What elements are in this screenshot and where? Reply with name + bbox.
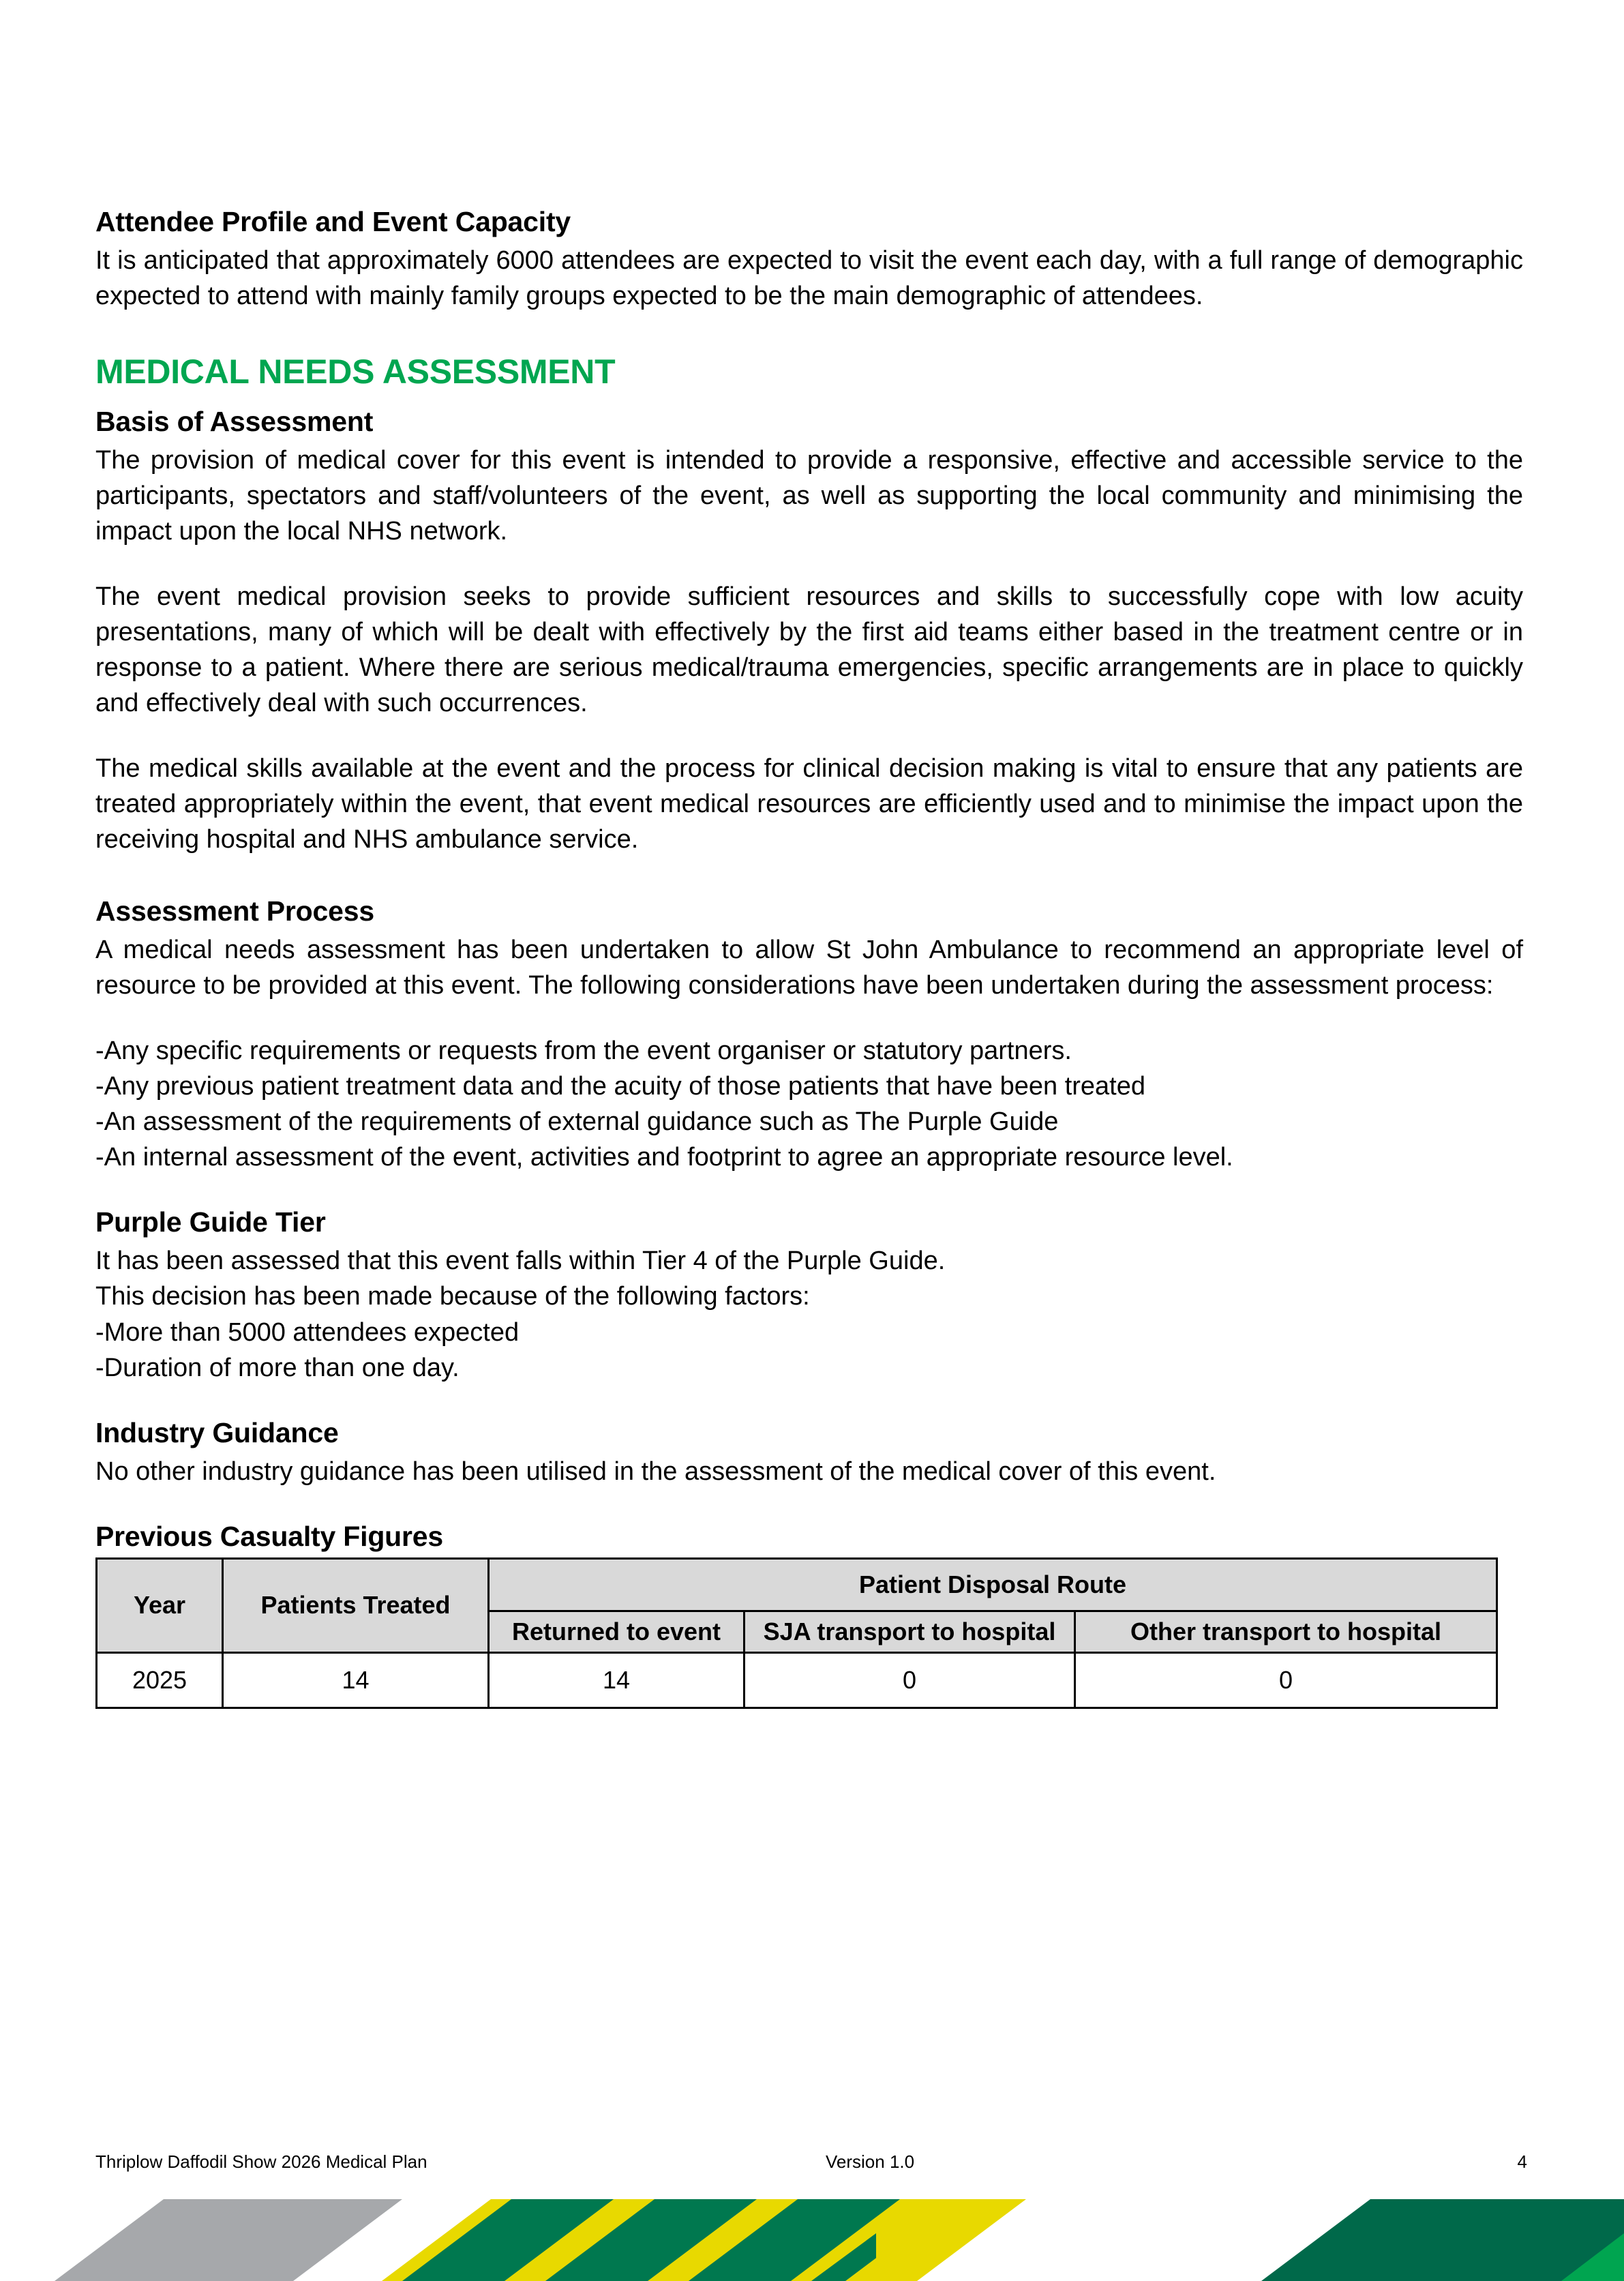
list-item: -More than 5000 attendees expected: [95, 1317, 520, 1347]
spacer: [95, 1489, 1523, 1519]
purple-guide-line: This decision has been made because of the following factors:: [95, 1282, 810, 1311]
table-header-returned-to-event: Returned to event: [489, 1611, 745, 1652]
spacer: [95, 1386, 1523, 1416]
footer-page-number: 4: [1517, 2151, 1527, 2172]
section-heading-previous-casualty-figures: Previous Casualty Figures: [95, 1520, 443, 1552]
list-item: -Duration of more than one day.: [95, 1353, 460, 1382]
list-item: -Any previous patient treatment data and the acuity of those patients that have been treated: [95, 1072, 1146, 1101]
decorative-stripes-graphic: [0, 2199, 1624, 2281]
table-header-row-1: [97, 1558, 1497, 1611]
list-item: -Any specific requirements or requests from the event organiser or statutory partners.: [95, 1037, 1072, 1066]
cell-patients-treated: 14: [223, 1652, 489, 1708]
previous-casualty-figures-table: [95, 1557, 1498, 1709]
spacer: [95, 857, 1523, 894]
decorative-footer-band: [0, 2199, 1624, 2281]
cell-returned-to-event: 14: [489, 1652, 745, 1708]
cell-sja-transport: 0: [745, 1652, 1075, 1708]
cell-year: 2025: [97, 1652, 223, 1708]
section-heading-purple-guide-tier: Purple Guide Tier: [95, 1206, 326, 1238]
spacer: [95, 1175, 1523, 1205]
paragraph-basis-3: The medical skills available at the event and the process for clinical decision making is vital to ensure that any patients are treated appropriately within the event, that event medical resources are efficiently used and to minimise the impact upon the receiving hospital and NHS ambulance service.: [95, 754, 1523, 854]
paragraph-basis-2: The event medical provision seeks to provide sufficient resources and skills to successfully cope with low acuity presentations, many of which will be dealt with effectively by the first aid teams either based in the treatment centre or in response to a patient. Where there are serious medical/trauma emergencies, specific arrangements are in place to quickly and effectively deal with such occurrences.: [95, 582, 1523, 717]
page-title-medical-needs-assessment: MEDICAL NEEDS ASSESSMENT: [95, 353, 616, 391]
industry-guidance-line: No other industry guidance has been utilised in the assessment of the medical cover of this event.: [95, 1457, 1216, 1486]
table-header-sja-transport: SJA transport to hospital: [745, 1611, 1075, 1652]
footer-version: Version 1.0: [826, 2151, 915, 2172]
stripe-gray: [55, 2199, 402, 2281]
paragraph-attendee-profile: It is anticipated that approximately 6000 attendees are expected to visit the event each day, with a full range of demographic expected to attend with mainly family groups expected to be the main demographic of attendees.: [95, 246, 1523, 311]
table-row: [97, 1652, 1497, 1708]
stripe-dark-green: [1261, 2199, 1624, 2281]
spacer: [95, 1003, 1523, 1033]
table-header-patient-disposal-route: Patient Disposal Route: [489, 1558, 1497, 1611]
paragraph-basis-1: The provision of medical cover for this event is intended to provide a responsive, effective and accessible service to the participants, spectators and staff/volunteers of the event, as well as supporting the local community and minimising the impact upon the local NHS network.: [95, 445, 1523, 546]
spacer: [95, 393, 1523, 404]
document-content: [95, 205, 1523, 1709]
section-heading-assessment-process: Assessment Process: [95, 895, 374, 927]
list-item: -An assessment of the requirements of external guidance such as The Purple Guide: [95, 1107, 1059, 1137]
spacer: [95, 314, 1523, 351]
list-item: -An internal assessment of the event, activities and footprint to agree an appropriate resource level.: [95, 1143, 1233, 1172]
table-header-patients-treated: Patients Treated: [223, 1558, 489, 1652]
footer-document-title: Thriplow Daffodil Show 2026 Medical Plan: [95, 2151, 427, 2172]
spacer: [95, 721, 1523, 751]
table-header-year: Year: [97, 1558, 223, 1652]
section-heading-attendee-profile: Attendee Profile and Event Capacity: [95, 206, 571, 237]
section-heading-basis-of-assessment: Basis of Assessment: [95, 405, 374, 437]
page-footer: [95, 2151, 1527, 2173]
footer-row: [95, 2151, 1527, 2173]
section-heading-industry-guidance: Industry Guidance: [95, 1416, 339, 1448]
cell-other-transport: 0: [1075, 1652, 1497, 1708]
purple-guide-line: It has been assessed that this event falls within Tier 4 of the Purple Guide.: [95, 1247, 946, 1276]
spacer: [95, 549, 1523, 579]
paragraph-assessment-process-intro: A medical needs assessment has been undertaken to allow St John Ambulance to recommend an appropriate level of resource to be provided at this event. The following considerations have been undertaken during the assessment process:: [95, 936, 1523, 1000]
table-header-other-transport: Other transport to hospital: [1075, 1611, 1497, 1652]
